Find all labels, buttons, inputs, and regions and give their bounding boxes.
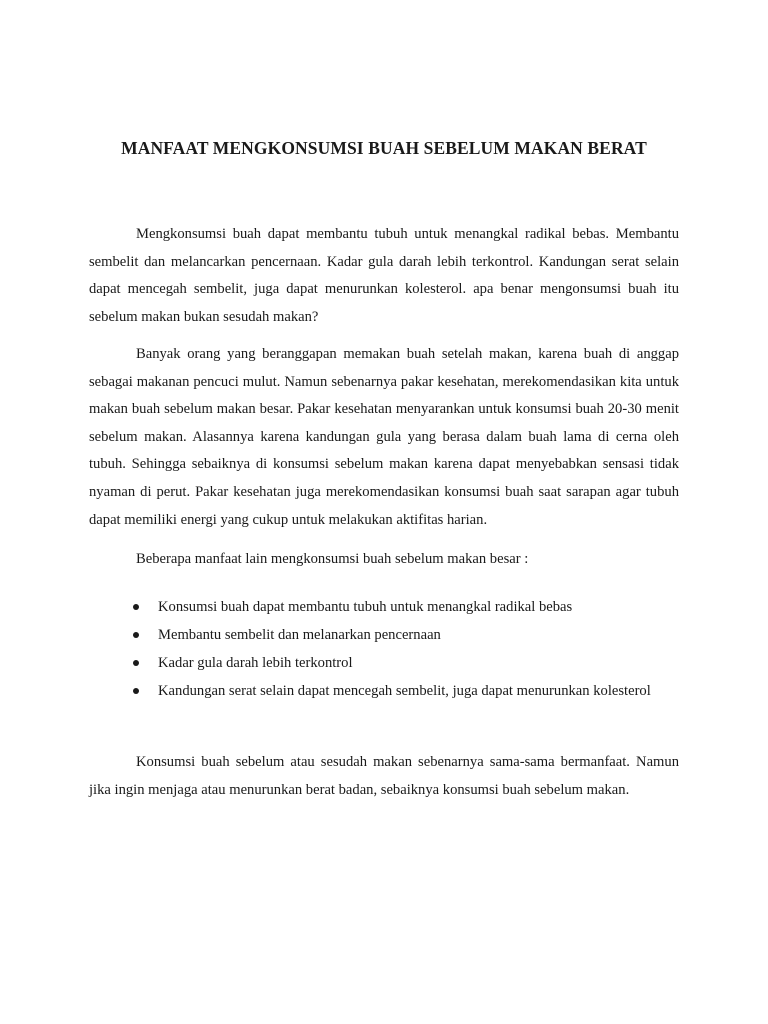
paragraph-conclusion: Konsumsi buah sebelum atau sesudah makan sebenarnya sama-sama bermanfaat. Namun jika ingin menjaga atau menurunkan berat badan, sebaiknya konsumsi buah sebelum makan. <box>89 754 679 798</box>
benefits-list <box>89 593 679 705</box>
document-title: MANFAAT MENGKONSUMSI BUAH SEBELUM MAKAN BERAT <box>121 138 647 158</box>
paragraph-list-intro: Beberapa manfaat lain mengkonsumsi buah sebelum makan besar : <box>136 551 529 567</box>
list-item <box>89 593 679 621</box>
list-item-text: Membantu sembelit dan melanarkan pencernaan <box>158 627 441 643</box>
bullet-icon <box>133 688 139 694</box>
list-item-text: Konsumsi buah dapat membantu tubuh untuk menangkal radikal bebas <box>158 599 573 615</box>
bullet-icon <box>133 660 139 666</box>
list-item-text: Kadar gula darah lebih terkontrol <box>158 655 353 671</box>
list-item <box>89 649 679 677</box>
bullet-icon <box>133 632 139 638</box>
paragraph-explanation: Banyak orang yang beranggapan memakan buah setelah makan, karena buah di anggap sebagai makanan pencuci mulut. Namun sebenarnya pakar kesehatan, merekomendasikan kita untuk makan buah sebelum makan besar. Pakar kesehatan menyarankan untuk konsumsi buah 20-30 menit sebelum makan. Alasannya karena kandungan gula yang berasa dalam buah lama di cerna oleh tubuh. Sehingga sebaiknya di konsumsi sebelum makan karena dapat menyebabkan sensasi tidak nyaman di perut. Pakar kesehatan juga merekomendasikan konsumsi buah saat sarapan agar tubuh dapat memiliki energi yang cukup untuk melakukan aktifitas harian. <box>89 346 679 528</box>
list-item-text: Kandungan serat selain dapat mencegah sembelit, juga dapat menurunkan kolesterol <box>158 683 651 699</box>
list-item <box>89 621 679 649</box>
paragraph-intro: Mengkonsumsi buah dapat membantu tubuh untuk menangkal radikal bebas. Membantu sembelit dan melancarkan pencernaan. Kadar gula darah lebih terkontrol. Kandungan serat selain dapat mencegah sembelit, juga dapat menurunkan kolesterol. apa benar mengonsumsi buah itu sebelum makan bukan sesudah makan? <box>89 226 679 325</box>
bullet-icon <box>133 604 139 610</box>
list-item <box>89 677 679 705</box>
